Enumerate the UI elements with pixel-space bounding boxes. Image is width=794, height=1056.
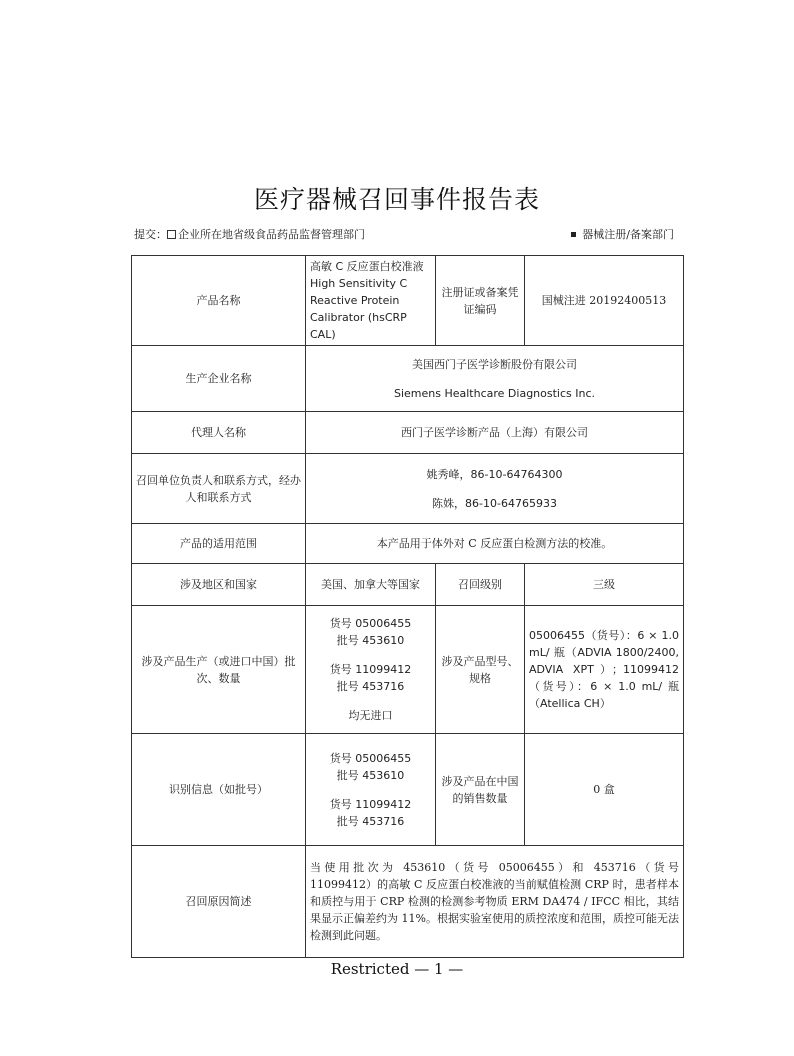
value-manufacturer [306, 346, 684, 412]
submit-option-local [134, 226, 365, 242]
submit-option2-text: 器械注册/备案部门 [582, 228, 674, 241]
label-scope: 产品的适用范围 [132, 524, 306, 564]
row-scope [132, 524, 684, 564]
row-batch [132, 606, 684, 734]
label-identification: 识别信息（如批号） [132, 734, 306, 846]
label-region: 涉及地区和国家 [132, 564, 306, 606]
label-agent: 代理人名称 [132, 412, 306, 454]
row-agent [132, 412, 684, 454]
contact-person-2: 陈姝，86-10-64765933 [432, 496, 557, 510]
value-region: 美国、加拿大等国家 [306, 564, 436, 606]
value-agent: 西门子医学诊断产品（上海）有限公司 [306, 412, 684, 454]
checkbox-empty-icon [167, 230, 176, 239]
label-registration-code: 注册证或备案凭证编码 [436, 256, 525, 346]
page-footer: Restricted — 1 — [330, 960, 464, 978]
value-batch [306, 606, 436, 734]
submit-option-registration [571, 226, 674, 242]
identification-line: 货号 11099412 [329, 797, 412, 811]
identification-line: 货号 05006455 [329, 751, 412, 765]
submit-option1-text: 企业所在地省级食品药品监督管理部门 [178, 228, 365, 241]
batch-line: 货号 05006455 [329, 617, 412, 630]
row-manufacturer [132, 346, 684, 412]
label-china-sales: 涉及产品在中国的销售数量 [436, 734, 525, 846]
batch-line: 批号 453716 [336, 680, 405, 693]
label-batch: 涉及产品生产（或进口中国）批次、数量 [132, 606, 306, 734]
value-model: 05006455（货号）：6 × 1.0 mL/ 瓶（ADVIA 1800/2400, ADVIA XPT）；11099412（货号）：6 × 1.0 mL/ 瓶（Atellica CH） [525, 606, 684, 734]
value-scope: 本产品用于体外对 C 反应蛋白检测方法的校准。 [306, 524, 684, 564]
label-product-name: 产品名称 [132, 256, 306, 346]
identification-line: 批号 453610 [336, 768, 405, 782]
label-model: 涉及产品型号、规格 [436, 606, 525, 734]
label-contact: 召回单位负责人和联系方式，经办人和联系方式 [132, 454, 306, 524]
identification-line: 批号 453716 [336, 814, 405, 828]
row-identification [132, 734, 684, 846]
label-manufacturer: 生产企业名称 [132, 346, 306, 412]
value-reason: 当使用批次为 453610（货号 05006455）和 453716（货号 11099412）的高敏 C 反应蛋白校准液的当前赋值检测 CRP 时，患者样本和质控与用于 CRP 检测的检测参考物质 ERM DA474 / IFCC 相比，其结果显示正偏差约为 11%。根据实验室使用的质控浓度和范围，质控可能无法检测到此问题。 [306, 846, 684, 958]
value-registration-code: 国械注进 20192400513 [525, 256, 684, 346]
value-china-sales: 0 盒 [525, 734, 684, 846]
label-reason: 召回原因简述 [132, 846, 306, 958]
submit-label: 提交： [134, 228, 167, 241]
value-identification [306, 734, 436, 846]
manufacturer-cn: 美国西门子医学诊断股份有限公司 [412, 357, 577, 371]
batch-line: 货号 11099412 [329, 663, 412, 676]
value-product-name: 高敏 C 反应蛋白校准液 High Sensitivity C Reactive Protein Calibrator (hsCRP CAL) [306, 256, 436, 346]
page-title: 医疗器械召回事件报告表 [253, 185, 540, 214]
label-recall-level: 召回级别 [436, 564, 525, 606]
value-recall-level: 三级 [525, 564, 684, 606]
batch-line: 均无进口 [348, 709, 393, 722]
row-product-name [132, 256, 684, 346]
row-contact [132, 454, 684, 524]
row-reason [132, 846, 684, 958]
manufacturer-en: Siemens Healthcare Diagnostics Inc. [393, 386, 596, 400]
batch-line: 批号 453610 [336, 634, 405, 647]
contact-person-1: 姚秀峰，86-10-64764300 [426, 467, 563, 481]
value-contact [306, 454, 684, 524]
recall-report-table [131, 255, 684, 958]
row-region [132, 564, 684, 606]
checkbox-filled-icon [571, 232, 576, 237]
